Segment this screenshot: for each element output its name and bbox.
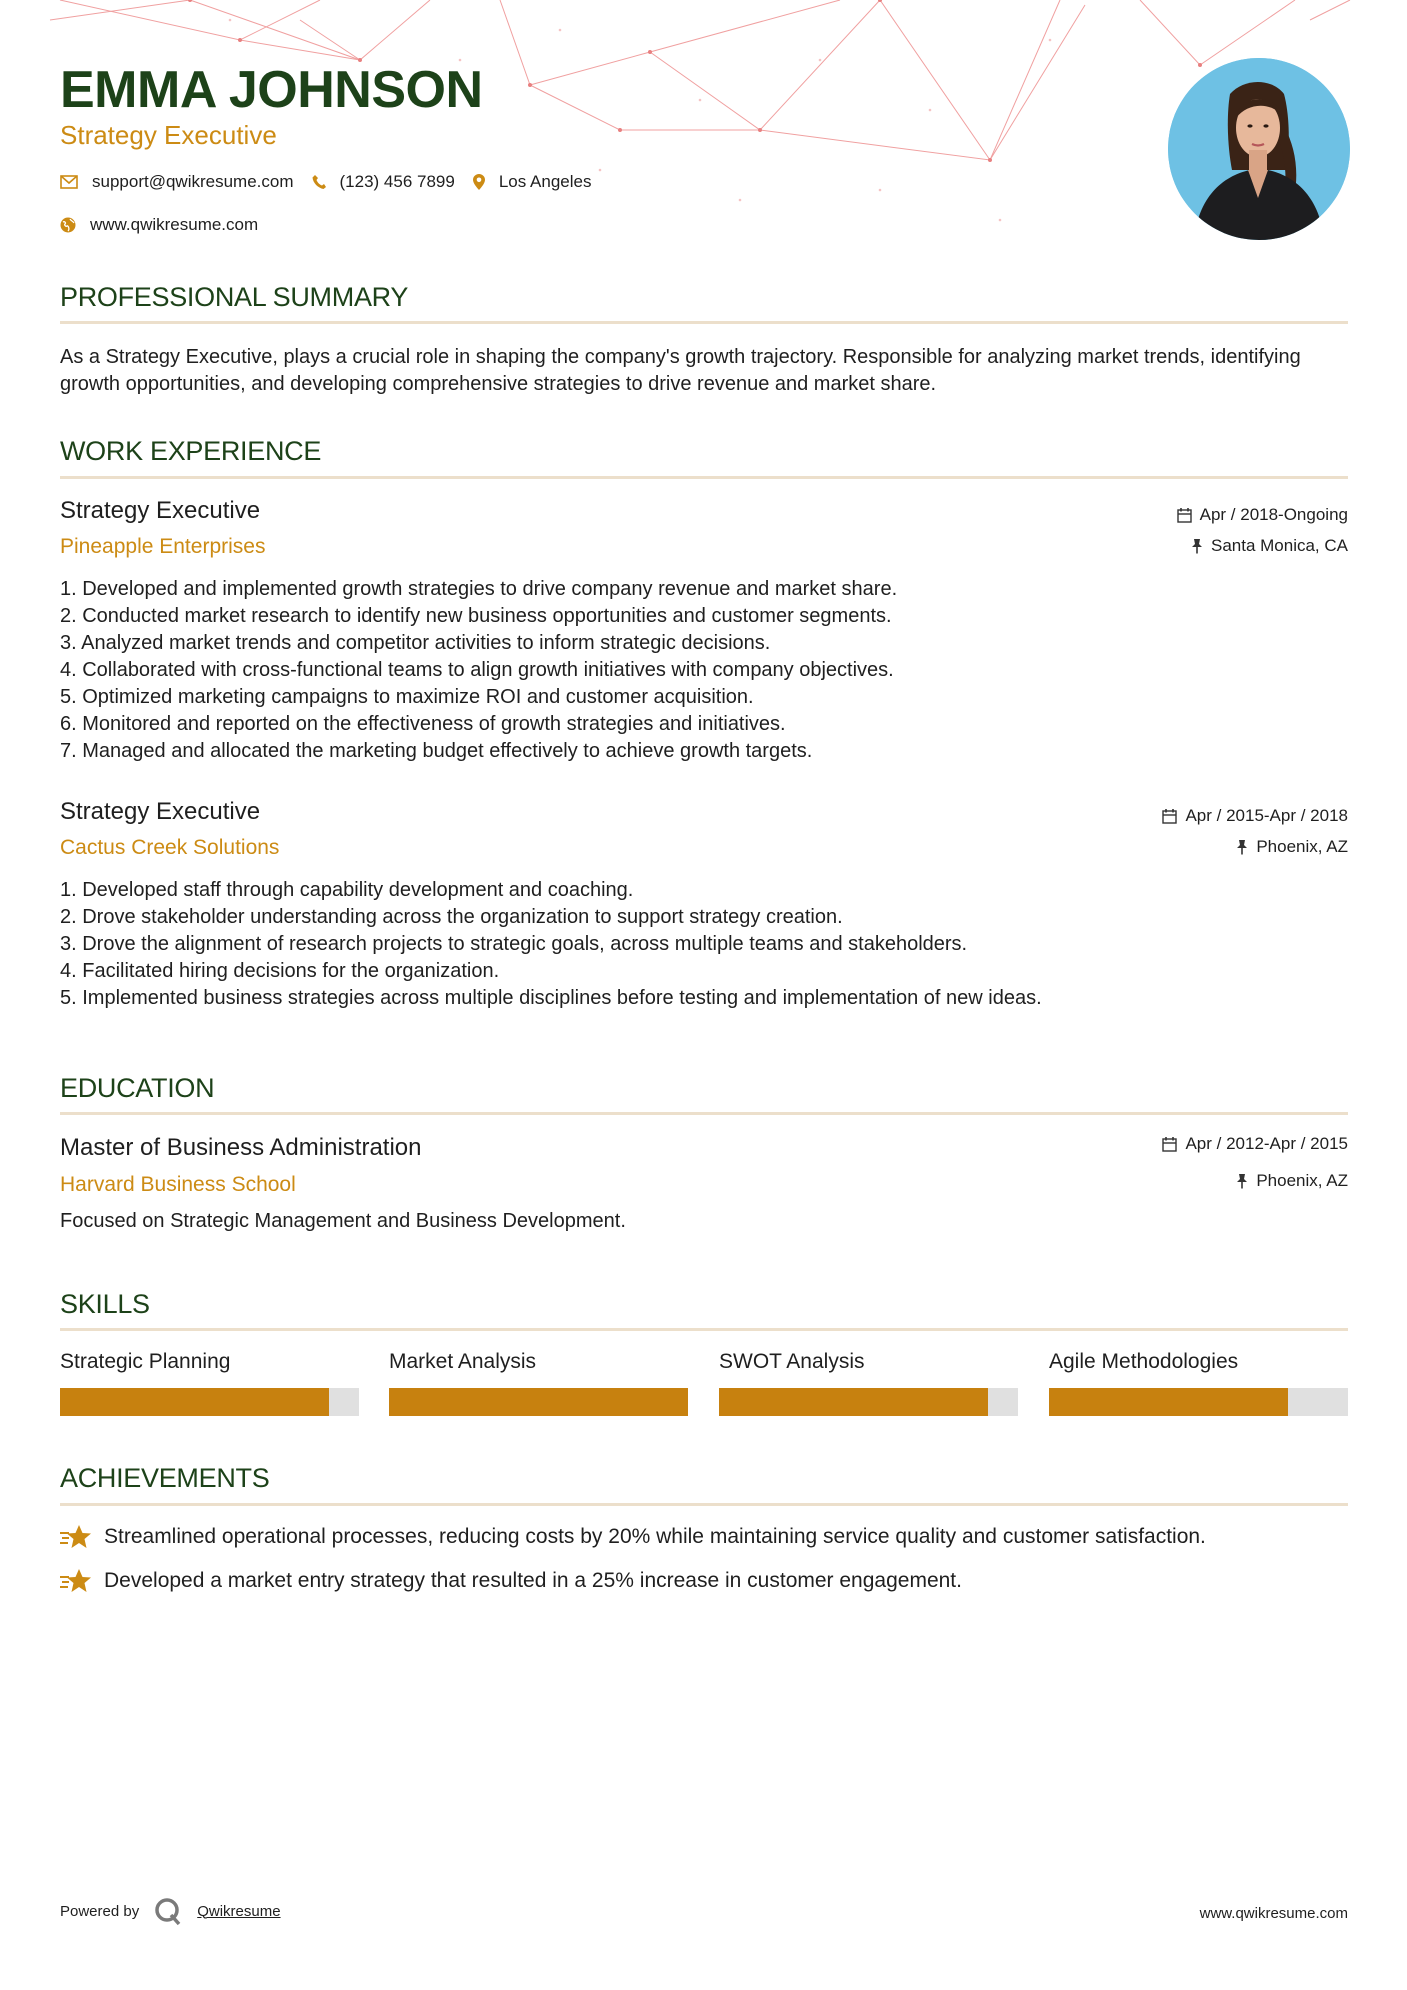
list-item: 7. Managed and allocated the marketing budget effectively to achieve growth targets. <box>60 740 813 762</box>
qwikresume-logo-icon <box>153 1896 183 1926</box>
education-school: Harvard Business School <box>60 1173 296 1196</box>
education-date <box>1162 1134 1348 1154</box>
map-pin-icon <box>473 174 485 190</box>
phone-item[interactable] <box>312 172 455 192</box>
skills-divider <box>60 1328 1348 1331</box>
skill-name: Strategic Planning <box>60 1350 231 1373</box>
skill-bar <box>719 1388 1018 1416</box>
skill-name: Agile Methodologies <box>1049 1350 1239 1373</box>
list-item: 2. Drove stakeholder understanding across the organization to support strategy creation. <box>60 906 843 928</box>
list-item: 6. Monitored and reported on the effectiveness of growth strategies and initiatives. <box>60 713 786 735</box>
job-2-location-text: Phoenix, AZ <box>1256 837 1348 856</box>
skills-heading: SKILLS <box>60 1289 150 1319</box>
contact-row-1 <box>60 172 591 192</box>
education-location-text: Phoenix, AZ <box>1256 1171 1348 1190</box>
list-item: 1. Developed and implemented growth strategies to drive company revenue and market share. <box>60 578 898 600</box>
location-item <box>473 172 592 192</box>
summary-text: As a Strategy Executive, plays a crucial role in shaping the company's growth trajectory. Responsible for analyzing market trends, identifying growth opportunities, and developing comprehensive strategies to drive revenue and market share. <box>60 346 1301 395</box>
calendar-icon <box>1162 1136 1177 1152</box>
envelope-icon <box>60 175 78 189</box>
phone-text: (123) 456 7899 <box>339 172 455 191</box>
list-item: 3. Drove the alignment of research projects to strategic goals, across multiple teams and stakeholders. <box>60 933 968 955</box>
education-heading: EDUCATION <box>60 1073 215 1103</box>
pushpin-icon <box>1236 839 1248 855</box>
achievement-text: Developed a market entry strategy that resulted in a 25% increase in customer engagement. <box>104 1569 962 1592</box>
job-1-location-text: Santa Monica, CA <box>1210 536 1348 555</box>
portrait-illustration <box>1168 58 1350 240</box>
list-item: 3. Analyzed market trends and competitor activities to inform strategic decisions. <box>60 632 771 654</box>
powered-by-label: Powered by <box>60 1902 140 1920</box>
footer-website[interactable]: www.qwikresume.com <box>1199 1905 1348 1922</box>
skill-bar-fill <box>389 1388 688 1416</box>
list-item: 2. Conducted market research to identify new business opportunities and customer segments. <box>60 605 892 627</box>
experience-divider <box>60 476 1348 479</box>
list-item: 5. Optimized marketing campaigns to maximize ROI and customer acquisition. <box>60 686 754 708</box>
education-date-text: Apr / 2012-Apr / 2015 <box>1185 1134 1348 1153</box>
job-2-company: Cactus Creek Solutions <box>60 836 280 859</box>
skill-bar-fill <box>1049 1388 1288 1416</box>
skill-bar <box>1049 1388 1348 1416</box>
job-1-location <box>1191 536 1348 556</box>
email-text: support@qwikresume.com <box>92 172 294 191</box>
job-1-bullets <box>60 576 897 765</box>
candidate-name: EMMA JOHNSON <box>60 61 483 119</box>
skill-bar <box>389 1388 688 1416</box>
website-item[interactable] <box>60 215 258 235</box>
pushpin-icon <box>1191 538 1203 554</box>
list-item: 4. Facilitated hiring decisions for the organization. <box>60 960 500 982</box>
job-1-company: Pineapple Enterprises <box>60 535 266 558</box>
website-text: www.qwikresume.com <box>90 215 259 234</box>
globe-icon <box>60 217 76 233</box>
star-badge-icon <box>60 1568 92 1594</box>
job-1-date <box>1177 505 1348 525</box>
calendar-icon <box>1162 808 1177 824</box>
calendar-icon <box>1177 507 1192 523</box>
experience-heading: WORK EXPERIENCE <box>60 436 322 466</box>
summary-divider <box>60 321 1348 324</box>
pushpin-icon <box>1236 1173 1248 1189</box>
achievement-item <box>60 1568 962 1594</box>
contact-row-2 <box>60 215 258 235</box>
list-item: 5. Implemented business strategies across multiple disciplines before testing and implementation of new ideas. <box>60 987 1042 1009</box>
profile-photo <box>1168 58 1350 240</box>
education-divider <box>60 1112 1348 1115</box>
achievements-heading: ACHIEVEMENTS <box>60 1463 270 1493</box>
job-1-title: Strategy Executive <box>60 497 261 524</box>
job-2-location <box>1236 837 1348 857</box>
qwikresume-link[interactable]: Qwikresume <box>197 1902 281 1920</box>
star-badge-icon <box>60 1524 92 1550</box>
location-text: Los Angeles <box>498 172 592 191</box>
job-2-date-text: Apr / 2015-Apr / 2018 <box>1185 806 1348 825</box>
achievement-item <box>60 1524 1206 1550</box>
candidate-role: Strategy Executive <box>60 120 277 150</box>
job-2-date <box>1162 806 1348 826</box>
skill-name: SWOT Analysis <box>719 1350 865 1373</box>
footer-powered-by <box>60 1896 281 1926</box>
achievements-divider <box>60 1503 1348 1506</box>
education-location <box>1236 1171 1348 1191</box>
job-2-bullets <box>60 877 1042 1012</box>
skill-bar-fill <box>719 1388 988 1416</box>
summary-heading: PROFESSIONAL SUMMARY <box>60 282 409 312</box>
job-1-date-text: Apr / 2018-Ongoing <box>1199 505 1348 524</box>
email-item[interactable] <box>60 172 294 192</box>
skill-name: Market Analysis <box>389 1350 537 1373</box>
list-item: 1. Developed staff through capability development and coaching. <box>60 879 634 901</box>
job-2-title: Strategy Executive <box>60 798 261 825</box>
education-description: Focused on Strategic Management and Business Development. <box>60 1210 626 1232</box>
education-degree: Master of Business Administration <box>60 1134 422 1161</box>
skill-bar <box>60 1388 359 1416</box>
phone-icon <box>312 174 326 190</box>
list-item: 4. Collaborated with cross-functional teams to align growth initiatives with company objectives. <box>60 659 894 681</box>
skill-bar-fill <box>60 1388 329 1416</box>
achievement-text: Streamlined operational processes, reducing costs by 20% while maintaining service quality and customer satisfaction. <box>104 1525 1206 1548</box>
